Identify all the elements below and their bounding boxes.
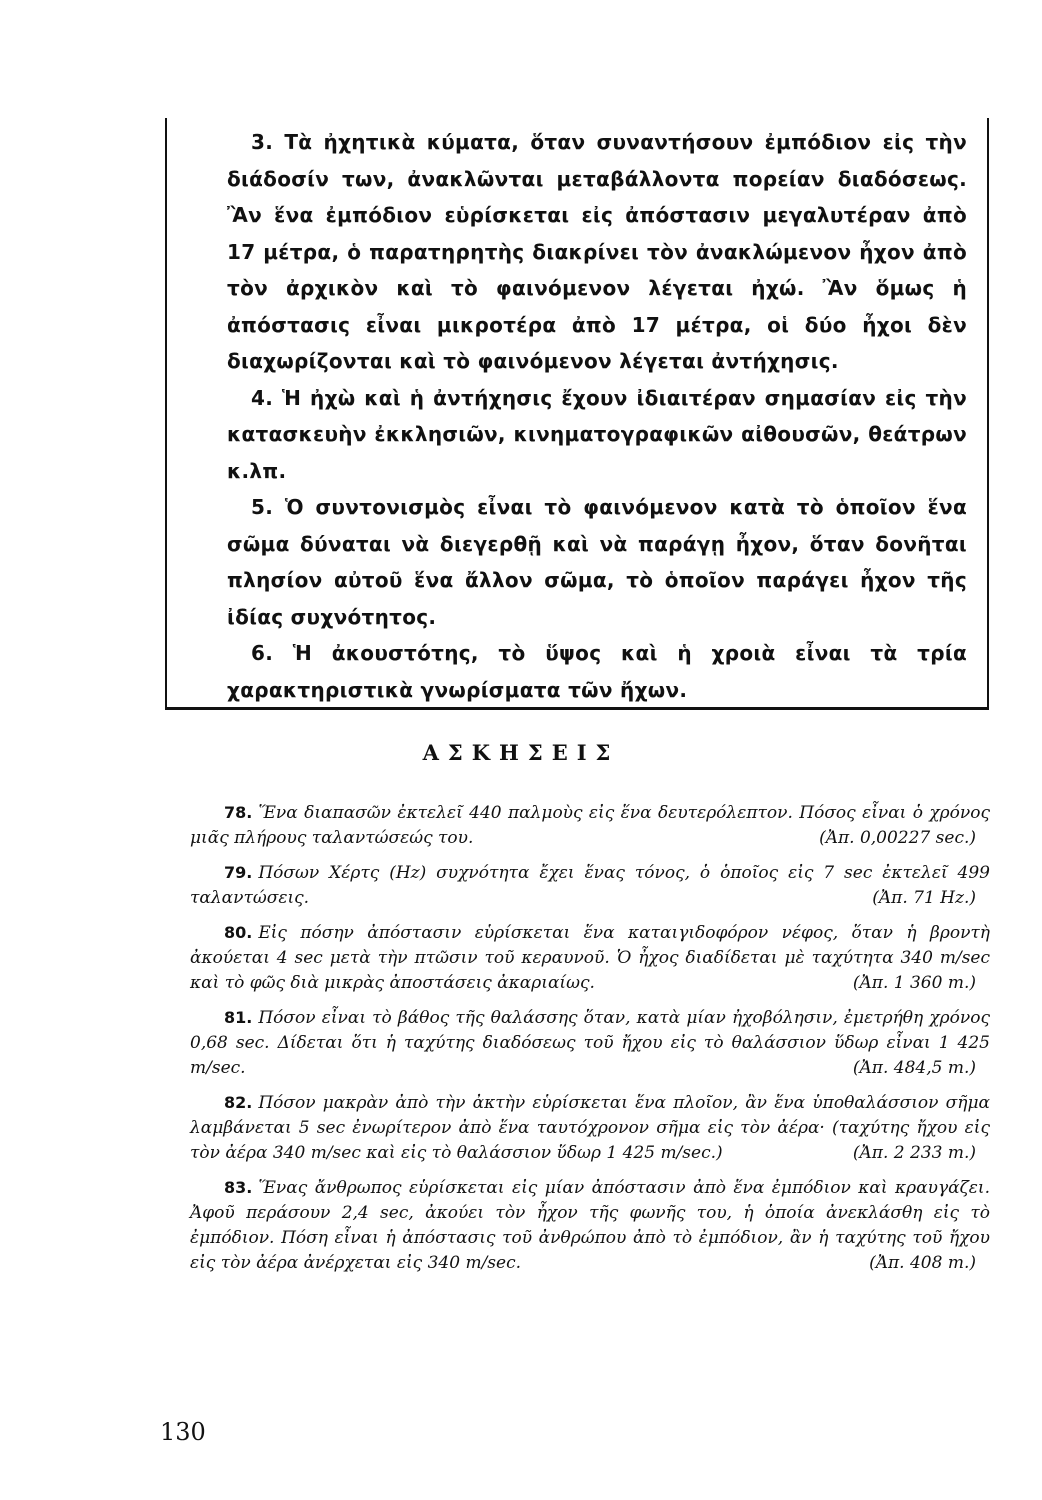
- summary-paragraph: 6. Ἡ ἀκουστότης, τὸ ὕψος καὶ ἡ χροιὰ εἶναι τὰ τρία χαρακτηριστικὰ γνωρίσματα τῶν ἤχων.: [227, 641, 967, 702]
- exercise-text: Ἕνας ἄνθρωπος εὑρίσκεται εἰς μίαν ἀπόστασιν ἀπὸ ἕνα ἐμπόδιον καὶ κραυγάζει. Ἀφοῦ περάσουν 2,4 sec, ἀκούει τὸν ἦχον τῆς φωνῆς του, ἡ ὁποία ἀνεκλάσθη εἰς τὸ ἐμπόδιον. Πόση εἶναι ἡ ἀπόστασις τοῦ ἀνθρώπου ἀπὸ τὸ ἐμπόδιον, ἂν ἡ ταχύτης τοῦ ἤχου εἰς τὸν ἀέρα ἀνέρχεται εἰς 340 m/sec.: [190, 1178, 990, 1273]
- exercise-text: Πόσον εἶναι τὸ βάθος τῆς θαλάσσης ὅταν, κατὰ μίαν ἠχοβόλησιν, ἐμετρήθη χρόνος 0,68 sec. Δίδεται ὅτι ἡ ταχύτης διαδόσεως τοῦ ἤχου εἰς τὸ θαλάσσιον ὕδωρ εἶναι 1 425 m/sec.: [190, 1008, 990, 1078]
- exercise-answer: (Ἀπ. 0,00227 sec.): [819, 828, 976, 848]
- summary-paragraph: 5. Ὁ συντονισμὸς εἶναι τὸ φαινόμενον κατὰ τὸ ὁποῖον ἕνα σῶμα δύναται νὰ διεγερθῇ καὶ νὰ παράγῃ ἦχον, ὅταν δονῆται πλησίον αὐτοῦ ἕνα ἄλλον σῶμα, τὸ ὁποῖον παράγει ἦχον τῆς ἰδίας συχνότητος.: [227, 495, 967, 629]
- exercise-item: [190, 1175, 990, 1276]
- exercises-heading: ΑΣΚΗΣΕΙΣ: [422, 740, 620, 765]
- page-number: 130: [160, 1418, 206, 1446]
- exercise-number: 83.: [224, 1178, 253, 1197]
- exercise-number: 79.: [224, 863, 253, 882]
- exercise-number: 78.: [224, 803, 253, 822]
- exercise-number: 80.: [224, 923, 253, 942]
- exercise-number: 81.: [224, 1008, 253, 1027]
- exercise-item: [190, 800, 990, 851]
- exercise-answer: (Ἀπ. 408 m.): [869, 1253, 976, 1273]
- exercise-list: [190, 800, 990, 1285]
- exercise-item: [190, 920, 990, 996]
- exercise-item: [190, 1005, 990, 1081]
- summary-paragraph: 4. Ἡ ἠχὼ καὶ ἡ ἀντήχησις ἔχουν ἰδιαιτέραν σημασίαν εἰς τὴν κατασκευὴν ἐκκλησιῶν, κινηματογραφικῶν αἰθουσῶν, θεάτρων κ.λπ.: [227, 385, 967, 483]
- exercise-answer: (Ἀπ. 1 360 m.): [852, 973, 976, 993]
- exercise-answer: (Ἀπ. 484,5 m.): [852, 1058, 976, 1078]
- exercise-answer: (Ἀπ. 2 233 m.): [852, 1143, 976, 1163]
- exercise-text: Πόσον μακρὰν ἀπὸ τὴν ἀκτὴν εὑρίσκεται ἕνα πλοῖον, ἂν ἕνα ὑποθαλάσσιον σῆμα λαμβάνεται 5 sec ἐνωρίτερον ἀπὸ ἕνα ταυτόχρονον σῆμα εἰς τὸν ἀέρα· (ταχύτης ἤχου εἰς τὸν ἀέρα 340 m/sec καὶ εἰς τὸ θαλάσσιον ὕδωρ 1 425 m/sec.): [190, 1093, 990, 1163]
- exercise-text: Πόσων Χέρτς (Hz) συχνότητα ἔχει ἕνας τόνος, ὁ ὁποῖος εἰς 7 sec ἐκτελεῖ 499 ταλαντώσεις.: [190, 863, 990, 908]
- exercise-item: [190, 1090, 990, 1166]
- exercise-answer: (Ἀπ. 71 Hz.): [872, 888, 976, 908]
- exercise-text: Εἰς πόσην ἀπόστασιν εὑρίσκεται ἕνα καταιγιδοφόρον νέφος, ὅταν ἡ βροντὴ ἀκούεται 4 sec μετὰ τὴν πτῶσιν τοῦ κεραυνοῦ. Ὁ ἦχος διαδίδεται μὲ ταχύτητα 340 m/sec καὶ τὸ φῶς διὰ μικρὰς ἀποστάσεις ἀκαριαίως.: [190, 923, 990, 993]
- summary-paragraph: 3. Τὰ ἠχητικὰ κύματα, ὅταν συναντήσουν ἐμπόδιον εἰς τὴν διάδοσίν των, ἀνακλῶνται μεταβάλλοντα πορείαν διαδόσεως. Ἂν ἕνα ἐμπόδιον εὑρίσκεται εἰς ἀπόστασιν μεγαλυτέραν ἀπὸ 17 μέτρα, ὁ παρατηρητὴς διακρίνει τὸν ἀνακλώμενον ἦχον ἀπὸ τὸν ἀρχικὸν καὶ τὸ φαινόμενον λέγεται ἠχώ. Ἂν ὅμως ἡ ἀπόστασις εἶναι μικροτέρα ἀπὸ 17 μέτρα, οἱ δύο ἦχοι δὲν διαχωρίζονται καὶ τὸ φαινόμενον λέγεται ἀντήχησις.: [227, 130, 967, 373]
- exercise-number: 82.: [224, 1093, 253, 1112]
- summary-text: [227, 124, 967, 708]
- exercise-item: [190, 860, 990, 911]
- exercise-text: Ἕνα διαπασῶν ἐκτελεῖ 440 παλμοὺς εἰς ἕνα δευτερόλεπτον. Πόσος εἶναι ὁ χρόνος μιᾶς πλήρους ταλαντώσεώς του.: [190, 803, 990, 848]
